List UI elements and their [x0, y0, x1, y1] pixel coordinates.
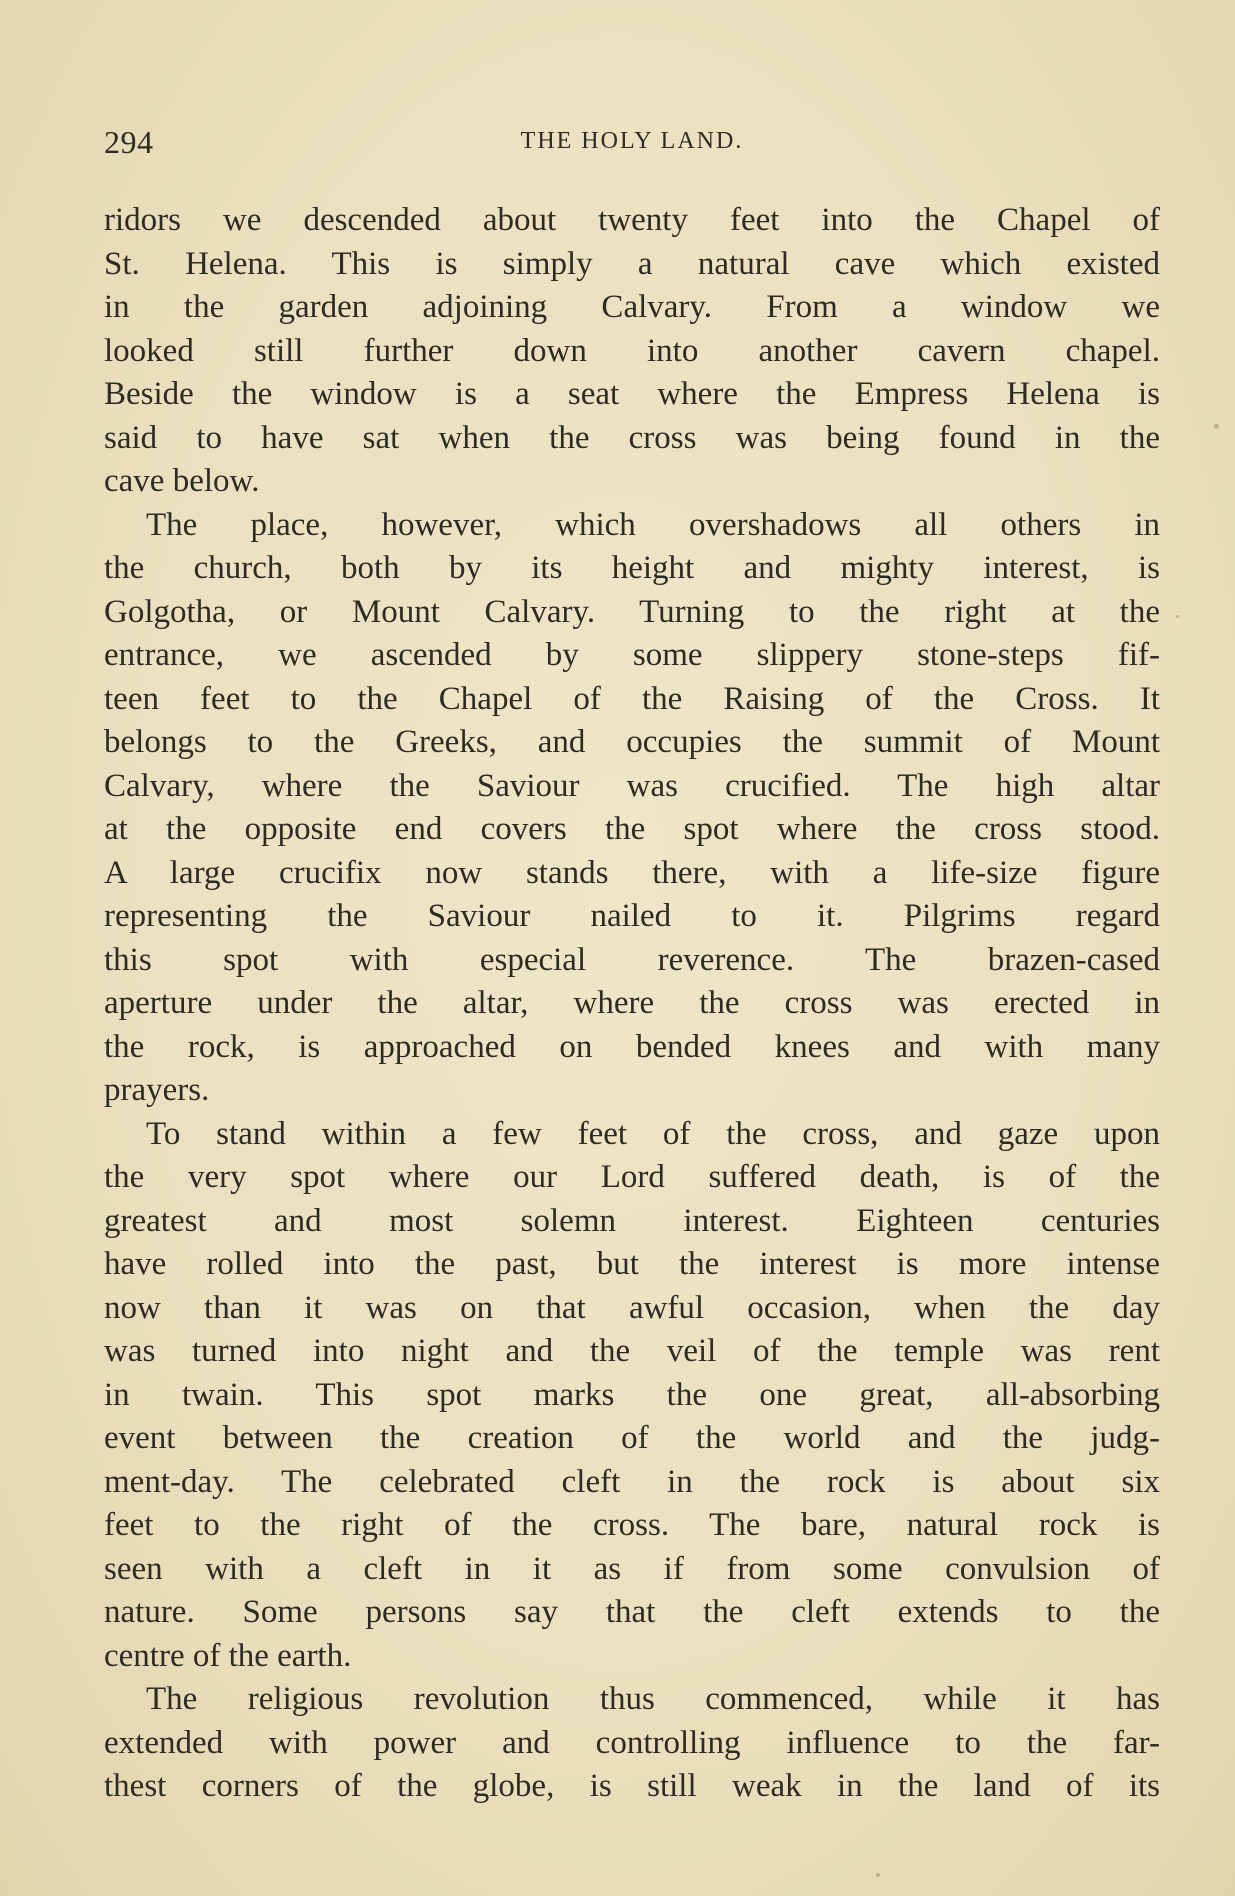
text-line: teen feet to the Chapel of the Raising of the Cross. It [104, 680, 1160, 717]
paper-speck [876, 1873, 880, 1877]
text-line: at the opposite end covers the spot where the cross stood. [104, 811, 1160, 847]
text-line: centre of the earth. [104, 1637, 352, 1674]
text-line: nature. Some persons say that the cleft extends to the [104, 1594, 1160, 1630]
text-line: seen with a cleft in it as if from some convulsion of [104, 1550, 1160, 1587]
text-line: A large crucifix now stands there, with a life-size figure [104, 854, 1160, 891]
text-line: in the garden adjoining Calvary. From a window we [104, 289, 1160, 325]
text-line: ridors we descended about twenty feet into the Chapel of [104, 202, 1160, 238]
text-line: entrance, we ascended by some slippery stone-steps fif- [104, 637, 1160, 673]
text-line: thest corners of the globe, is still weak in the land of its [104, 1768, 1160, 1804]
body-text [104, 199, 1160, 1809]
text-line: looked still further down into another cavern chapel. [104, 332, 1160, 369]
paper-speck [1214, 424, 1219, 429]
text-line: ment-day. The celebrated cleft in the rock is about six [104, 1463, 1160, 1500]
text-line: Golgotha, or Mount Calvary. Turning to the right at the [104, 593, 1160, 630]
text-line: Calvary, where the Saviour was crucified. The high altar [104, 767, 1160, 804]
text-line: cave below. [104, 463, 260, 499]
text-line: extended with power and controlling influence to the far- [104, 1724, 1160, 1761]
text-line: aperture under the altar, where the cross was erected in [104, 985, 1160, 1021]
text-line: said to have sat when the cross was being found in the [104, 419, 1160, 456]
text-line: have rolled into the past, but the interest is more intense [104, 1246, 1160, 1282]
text-line: in twain. This spot marks the one great, all-absorbing [104, 1376, 1160, 1413]
text-line: now than it was on that awful occasion, when the day [104, 1289, 1160, 1326]
text-line: Beside the window is a seat where the Empress Helena is [104, 376, 1160, 412]
text-line: belongs to the Greeks, and occupies the summit of Mount [104, 724, 1160, 760]
text-line: was turned into night and the veil of the temple was rent [104, 1333, 1160, 1369]
page-number: 294 [104, 124, 154, 160]
text-line: event between the creation of the world and the judg- [104, 1420, 1160, 1456]
paper-speck [1176, 615, 1179, 618]
text-line: feet to the right of the cross. The bare, natural rock is [104, 1507, 1160, 1543]
text-line: St. Helena. This is simply a natural cave which existed [104, 245, 1160, 282]
text-line: the very spot where our Lord suffered death, is of the [104, 1159, 1160, 1195]
text-line: The religious revolution thus commenced, while it has [146, 1681, 1160, 1717]
text-line: this spot with especial reverence. The brazen-cased [104, 941, 1160, 978]
running-head: THE HOLY LAND. [520, 128, 744, 154]
text-line: greatest and most solemn interest. Eighteen centuries [104, 1202, 1160, 1239]
text-line: prayers. [104, 1072, 210, 1108]
text-line: To stand within a few feet of the cross, and gaze upon [146, 1115, 1160, 1152]
page-header [104, 124, 1160, 164]
text-line: the church, both by its height and mighty interest, is [104, 550, 1160, 586]
text-line: representing the Saviour nailed to it. Pilgrims regard [104, 898, 1160, 934]
text-line: The place, however, which overshadows all others in [146, 506, 1160, 543]
text-line: the rock, is approached on bended knees and with many [104, 1028, 1160, 1065]
